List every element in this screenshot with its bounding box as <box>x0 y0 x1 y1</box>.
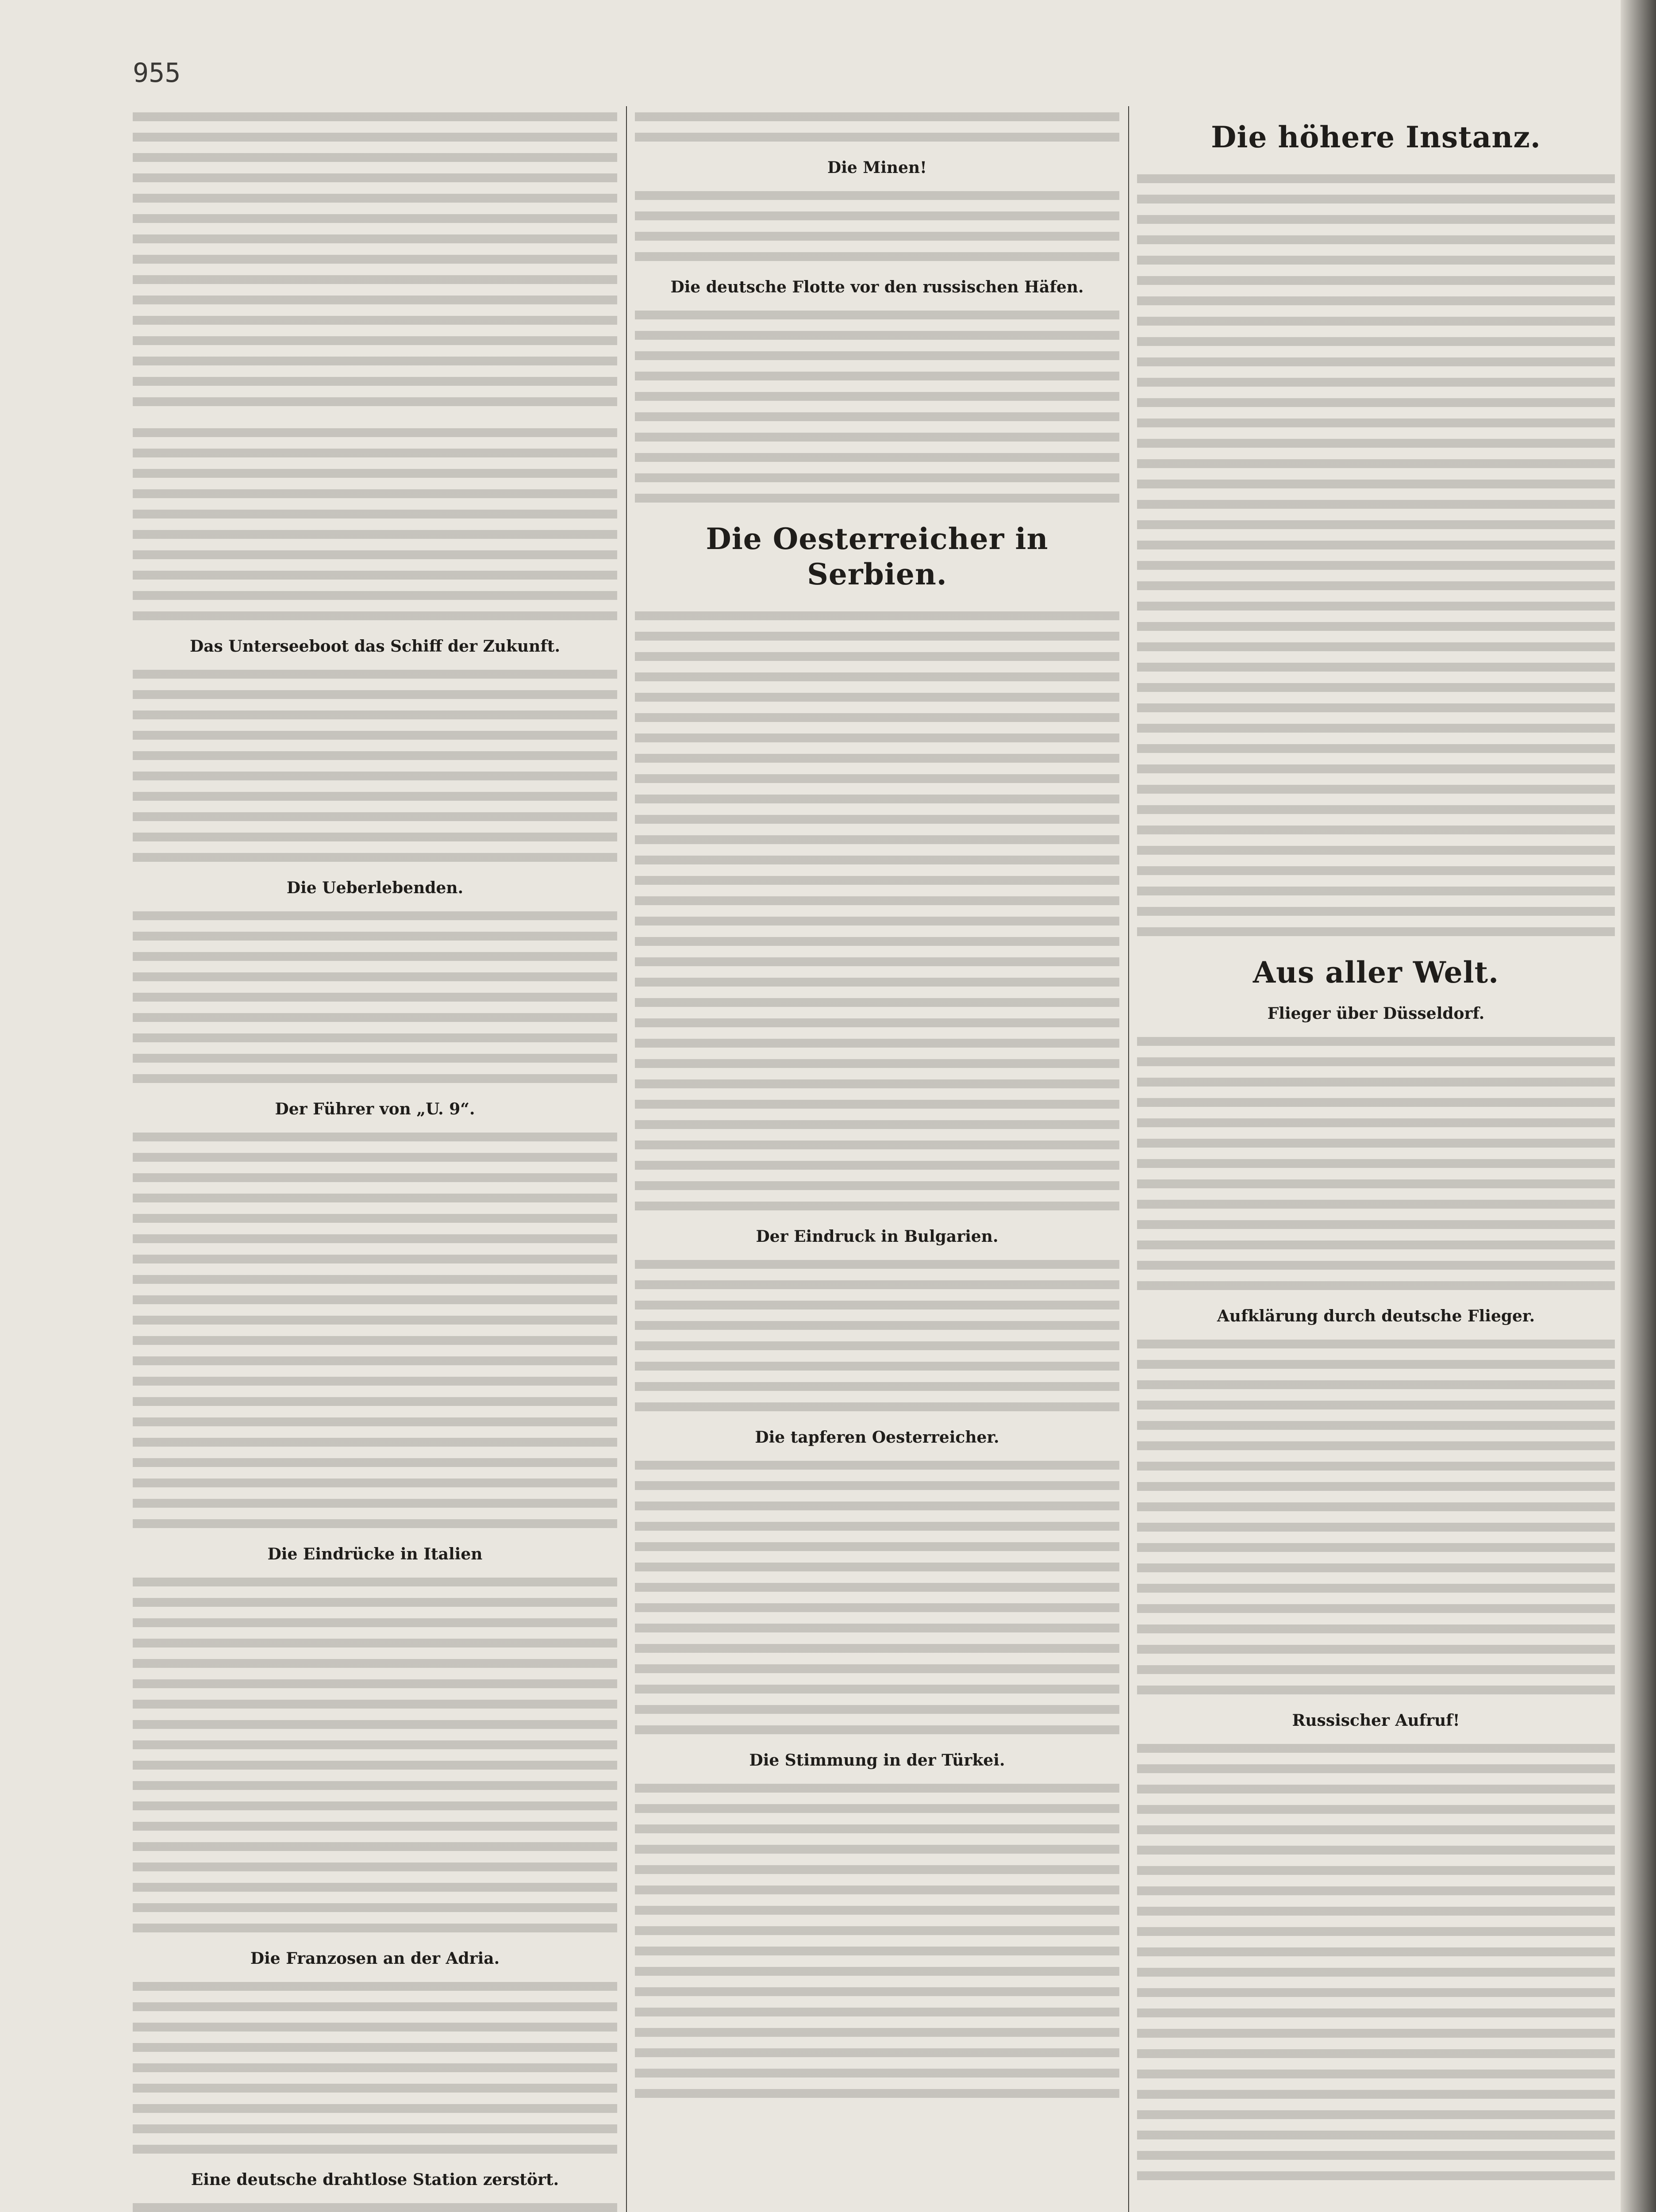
article-heading: Das Unterseeboot das Schiff der Zukunft. <box>190 637 560 656</box>
illegible-text-block <box>1137 168 1615 941</box>
column-2 <box>635 106 1119 2212</box>
article-heading: Die Ueberlebenden. <box>286 879 464 897</box>
article-heading: Die Franzosen an der Adria. <box>250 1949 500 1968</box>
illegible-text-block <box>635 605 1119 1216</box>
main-headline: Aus aller Welt. <box>1253 955 1499 990</box>
article-heading: Eine deutsche drahtlose Station zerstört. <box>191 2170 559 2189</box>
article-heading: Aufklärung durch deutsche Flieger. <box>1217 1307 1535 1325</box>
main-headline: Die Oesterreicher in Serbien. <box>706 522 1049 591</box>
illegible-text-block <box>133 905 617 1088</box>
main-headline: Die höhere Instanz. <box>1211 120 1541 154</box>
illegible-text-block <box>133 106 617 411</box>
article-heading: Die deutsche Flotte vor den russischen Häfen. <box>670 278 1084 296</box>
article-heading: Der Führer von „U. 9“. <box>275 1100 475 1118</box>
article-heading: Russischer Aufruf! <box>1292 1711 1460 1730</box>
illegible-text-block <box>635 1254 1119 1417</box>
illegible-text-block <box>1137 1738 1615 2185</box>
article-heading: Der Eindruck in Bulgarien. <box>756 1227 999 1246</box>
column-3 <box>1137 106 1615 2212</box>
illegible-text-block <box>635 1455 1119 1740</box>
column-rule-1 <box>626 106 627 2212</box>
illegible-text-block <box>133 2197 617 2212</box>
column-rule-2 <box>1128 106 1129 2212</box>
article-heading: Die Minen! <box>827 158 927 177</box>
article-heading: Flieger über Düsseldorf. <box>1267 1004 1485 1023</box>
article-heading: Die tapferen Oesterreicher. <box>755 1428 999 1447</box>
illegible-text-block <box>635 1778 1119 2103</box>
illegible-text-block <box>635 106 1119 147</box>
illegible-text-block <box>635 304 1119 508</box>
illegible-text-block <box>133 422 617 626</box>
illegible-text-block <box>133 1976 617 2159</box>
illegible-text-block <box>635 185 1119 266</box>
illegible-text-block <box>1137 1031 1615 1295</box>
page-edge <box>1621 0 1656 2212</box>
article-heading: Die Eindrücke in Italien <box>267 1545 483 1563</box>
illegible-text-block <box>133 1571 617 1938</box>
illegible-text-block <box>133 1126 617 1533</box>
page-number: 955 <box>133 58 181 88</box>
illegible-text-block <box>133 664 617 867</box>
article-heading: Die Stimmung in der Türkei. <box>749 1751 1005 1770</box>
illegible-text-block <box>1137 1333 1615 1700</box>
column-1 <box>133 106 617 2212</box>
